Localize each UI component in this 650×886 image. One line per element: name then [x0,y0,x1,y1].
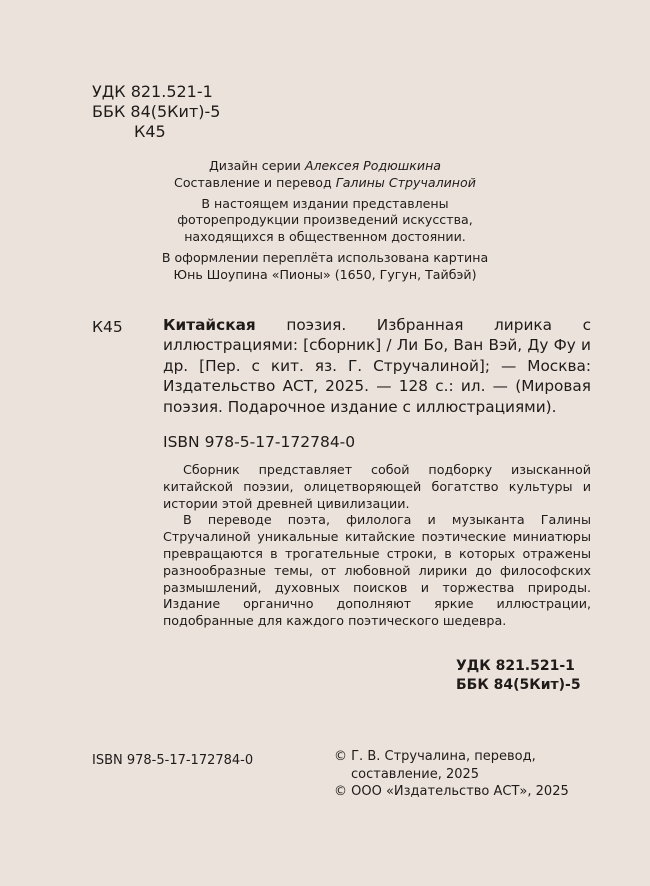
copyright-block [334,748,569,801]
annotation-paragraph: В переводе поэта, филолога и музыканта Галины Стручалиной уникальные китайские поэтические миниатюры превращаются в трогательные строки, в которых отражены разнообразные темы, от любовной лирики до философских размышлений, духовных поисков и торжества природы. Издание органично дополняют яркие иллюстрации, подобранные для каждого поэтического шедевра. [163,512,591,629]
annotation [163,462,591,630]
copyright-translator: © Г. В. Стручалина, перевод, [334,749,536,764]
record-author-mark: К45 [92,318,123,336]
design-prefix: Дизайн серии [208,158,301,173]
credits-block [100,158,550,284]
cover-art-note-line: Юнь Шоупина «Пионы» (1650, Гугун, Тайбэй) [173,266,477,282]
bbk-code: ББК 84(5Кит)-5 [456,677,581,693]
bottom-classification-codes [456,657,581,695]
top-classification-codes [92,82,220,142]
design-name: Алексея Родюшкина [304,158,442,173]
design-credit [100,158,550,175]
bibliographic-record [163,315,591,417]
footer-isbn: ISBN 978-5-17-172784-0 [92,753,254,768]
public-domain-note-line: фоторепродукции произведений искусства, [177,212,473,228]
copyright-publisher: © ООО «Издательство АСТ», 2025 [334,784,569,799]
record-description: поэзия. Избранная лирика с иллюстрациями: [сборник] / Ли Бо, Ван Вэй, Ду Фу и др. [Пер. с кит. яз. Г. Стручалиной]; — Москва: Издательство АСТ, 2025. — 128 с.: ил. — (Мировая поэзия. Подарочное издание с иллюстрациями). [163,316,591,416]
udk-code: УДК 821.521-1 [456,658,575,674]
record-isbn: ISBN 978-5-17-172784-0 [163,433,356,451]
record-title-bold: Китайская [163,316,256,334]
cover-art-note-line: В оформлении переплёта использована картина [161,249,489,265]
public-domain-note-line: В настоящем издании представлены [201,195,449,211]
udk-code: УДК 821.521-1 [92,82,213,101]
copyright-translator-cont: составление, 2025 [351,766,480,782]
annotation-paragraph: Сборник представляет собой подборку изысканной китайской поэзии, олицетворяющей богатство культуры и истории этой древней цивилизации. [163,462,591,511]
public-domain-note-line: находящихся в общественном достоянии. [184,229,466,245]
compilation-name: Галины Стручалиной [335,174,476,190]
author-mark: К45 [134,122,166,141]
compilation-prefix: Составление и перевод [174,174,332,190]
bbk-code: ББК 84(5Кит)-5 [92,102,221,121]
compilation-credit [100,175,550,192]
